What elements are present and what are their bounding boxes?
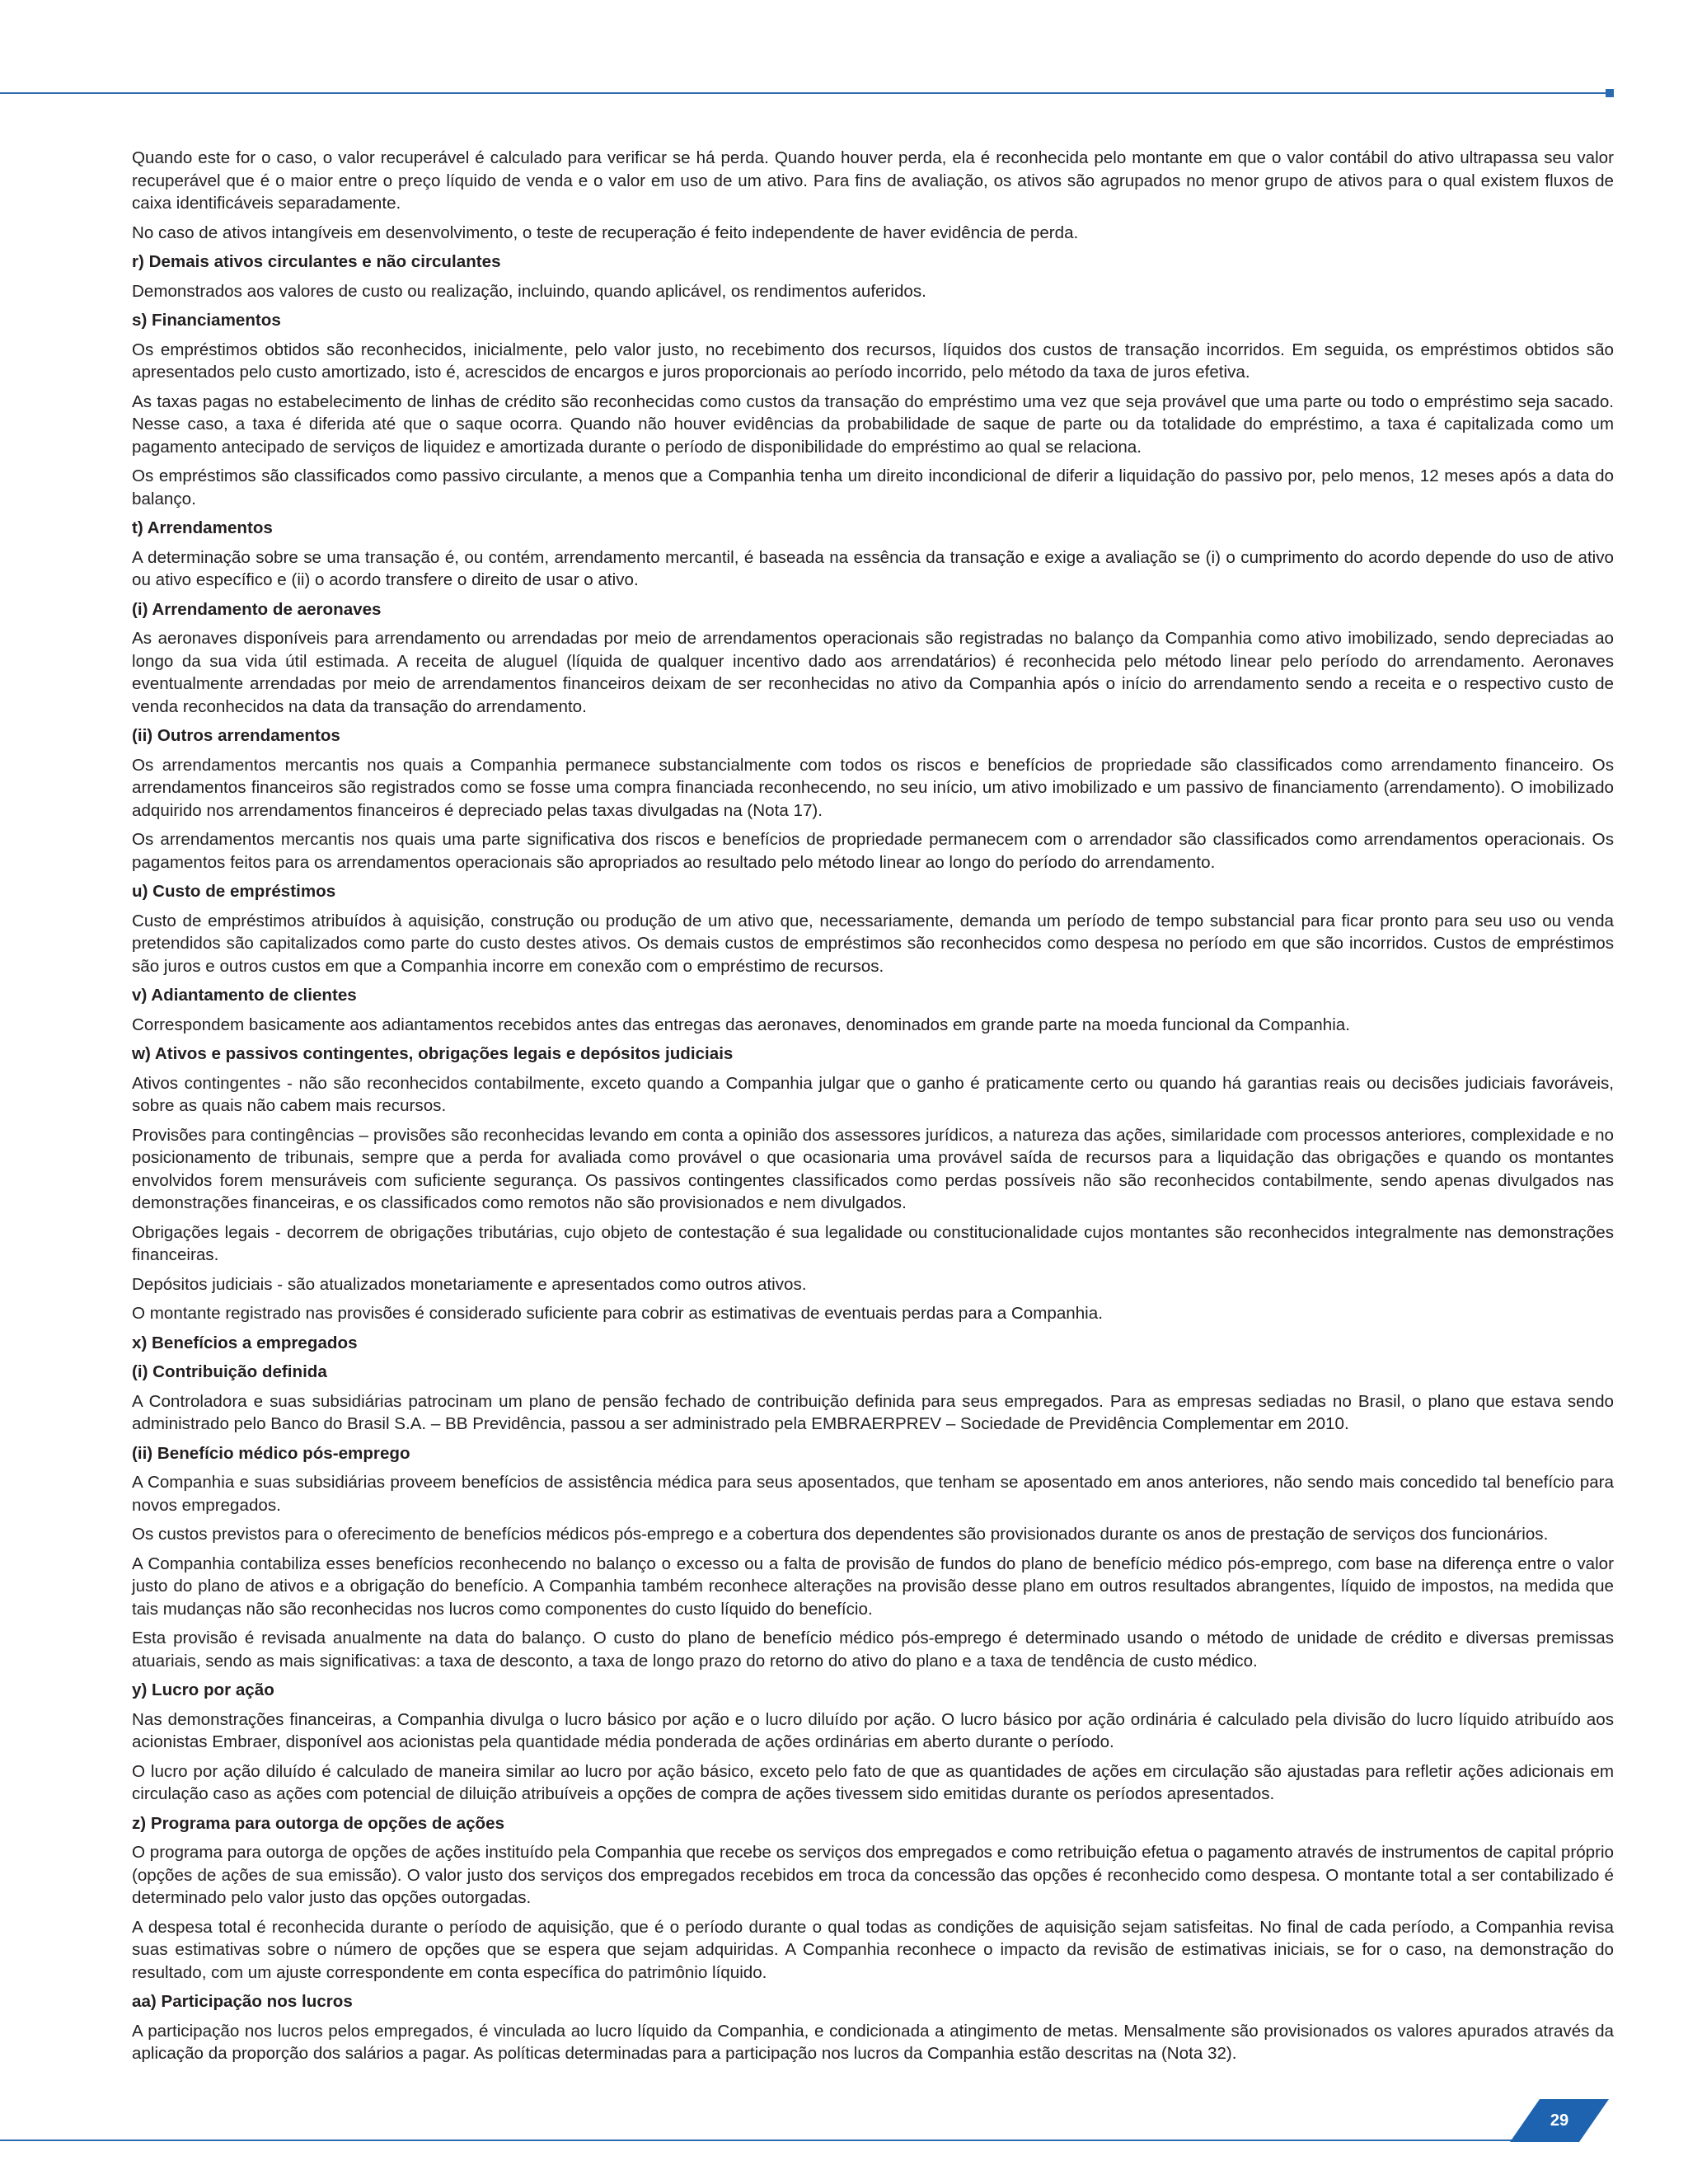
top-rule-end-marker <box>1606 89 1614 97</box>
section-heading: x) Benefícios a empregados <box>132 1333 358 1352</box>
section-heading: aa) Participação nos lucros <box>132 1992 353 2011</box>
body-paragraph: A Controladora e suas subsidiárias patrocinam um plano de pensão fechado de contribuição definida para seus empregados. Para as empresas sediadas no Brasil, o plano que estava sendo administrado pelo Banco do Brasil S.A. – BB Previdência, passou a ser administrado pela EMBRAERPREV – Sociedade de Previdência Complementar em 2010. <box>132 1391 1614 1433</box>
bottom-rule <box>0 2139 1566 2141</box>
section-heading: s) Financiamentos <box>132 311 281 330</box>
body-paragraph: A participação nos lucros pelos empregados, é vinculada ao lucro líquido da Companhia, e condicionada a atingimento de metas. Mensalmente são provisionados os valores apurados através da aplicação da proporção dos salários a pagar. As políticas determinadas para a participação nos lucros da Companhia estão descritas na (Nota 32). <box>132 2021 1614 2063</box>
body-paragraph: Os empréstimos obtidos são reconhecidos, inicialmente, pelo valor justo, no recebimento dos recursos, líquidos dos custos de transação incorridos. Em seguida, os empréstimos obtidos são apresentados pelo custo amortizado, isto é, acrescidos de encargos e juros proporcionais ao período incorrido, pelo método da taxa de juros efetiva. <box>132 340 1614 382</box>
section-heading: y) Lucro por ação <box>132 1680 274 1699</box>
body-paragraph: Os arrendamentos mercantis nos quais uma parte significativa dos riscos e benefícios de propriedade permanecem com o arrendador são classificados como arrendamentos operacionais. Os pagamentos feitos para os arrendamentos operacionais são apropriados ao resultado pelo método linear ao longo do período do arrendamento. <box>132 830 1614 872</box>
body-paragraph: Os custos previstos para o oferecimento de benefícios médicos pós-emprego e a cobertura dos dependentes são provisionados durante os anos de prestação de serviços dos funcionários. <box>132 1525 1549 1544</box>
body-paragraph: Correspondem basicamente aos adiantamentos recebidos antes das entregas das aeronaves, denominados em grande parte na moeda funcional da Companhia. <box>132 1015 1350 1034</box>
body-paragraph: Nas demonstrações financeiras, a Companhia divulga o lucro básico por ação e o lucro diluído por ação. O lucro básico por ação ordinária é calculado pela divisão do lucro líquido atribuído aos acionistas Embraer, disponível aos acionistas pela quantidade média ponderada de ações ordinárias em aberto durante o período. <box>132 1709 1614 1751</box>
section-heading: (ii) Benefício médico pós-emprego <box>132 1443 410 1463</box>
body-paragraph: Provisões para contingências – provisões são reconhecidas levando em conta a opinião dos assessores jurídicos, a natureza das ações, similaridade com processos anteriores, complexidade e no posicionamento de tribunais, sempre que a perda for avaliada como provável o que ocasionaria uma provável saída de recursos para a liquidação das obrigações e quando os montantes envolvidos forem mensuráveis com suficiente segurança. Os passivos contingentes classificados como perdas possíveis não são reconhecidos contabilmente, sendo apenas divulgados nas demonstrações financeiras, e os classificados como remotos não são provisionados e nem divulgados. <box>132 1125 1614 1212</box>
body-paragraph: Obrigações legais - decorrem de obrigações tributárias, cujo objeto de contestação é sua legalidade ou constitucionalidade cujos montantes são reconhecidos integralmente nas demonstrações financeiras. <box>132 1222 1614 1264</box>
body-paragraph: O lucro por ação diluído é calculado de maneira similar ao lucro por ação básico, exceto pelo fato de que as quantidades de ações em circulação são ajustadas para refletir ações adicionais em circulação caso as ações com potencial de diluição atribuíveis a opções de compra de ações tivessem sido emitidas durante os períodos apresentados. <box>132 1761 1614 1803</box>
body-paragraph: As aeronaves disponíveis para arrendamento ou arrendadas por meio de arrendamentos operacionais são registradas no balanço da Companhia como ativo imobilizado, sendo depreciadas ao longo da sua vida útil estimada. A receita de aluguel (líquida de qualquer incentivo dado aos arrendatários) é reconhecida pelo método linear pelo período do arrendamento. Aeronaves eventualmente arrendadas por meio de arrendamentos financeiros deixam de ser reconhecidas no ativo da Companhia após o início do arrendamento sendo a receita e o respectivo custo de venda reconhecidos na data da transação do arrendamento. <box>132 629 1614 716</box>
body-paragraph: Os arrendamentos mercantis nos quais a Companhia permanece substancialmente com todos os riscos e benefícios de propriedade são classificados como arrendamento financeiro. Os arrendamentos financeiros são registrados como se fosse uma compra financiada reconhecendo, no seu início, um ativo imobilizado e um passivo de financiamento (arrendamento). O imobilizado adquirido nos arrendamentos financeiros é depreciado pelas taxas divulgadas na (Nota 17). <box>132 755 1614 820</box>
body-paragraph: Custo de empréstimos atribuídos à aquisição, construção ou produção de um ativo que, necessariamente, demanda um período de tempo substancial para ficar pronto para seu uso ou venda pretendidos são capitalizados como parte do custo destes ativos. Os demais custos de empréstimos são reconhecidos como despesa no período em que são incorridos. Custos de empréstimos são juros e outros custos em que a Companhia incorre em conexão com o empréstimo de recursos. <box>132 911 1614 976</box>
section-heading: (i) Arrendamento de aeronaves <box>132 599 382 619</box>
section-heading: w) Ativos e passivos contingentes, obrigações legais e depósitos judiciais <box>132 1044 734 1063</box>
section-heading: t) Arrendamentos <box>132 518 273 537</box>
body-paragraph: Demonstrados aos valores de custo ou realização, incluindo, quando aplicável, os rendimentos auferidos. <box>132 281 926 301</box>
body-paragraph: No caso de ativos intangíveis em desenvolvimento, o teste de recuperação é feito independente de haver evidência de perda. <box>132 223 1079 242</box>
body-paragraph: A Companhia e suas subsidiárias proveem benefícios de assistência médica para seus aposentados, que tenham se aposentado em anos anteriores, não sendo mais concedido tal benefício para novos empregados. <box>132 1473 1614 1515</box>
page-number: 29 <box>1550 2111 1569 2130</box>
body-paragraph: O montante registrado nas provisões é considerado suficiente para cobrir as estimativas de eventuais perdas para a Companhia. <box>132 1304 1103 1323</box>
section-heading: v) Adiantamento de clientes <box>132 986 357 1005</box>
section-heading: r) Demais ativos circulantes e não circulantes <box>132 252 501 271</box>
body-paragraph: Ativos contingentes - não são reconhecidos contabilmente, exceto quando a Companhia julgar que o ganho é praticamente certo ou quando há garantias reais ou decisões judiciais favoráveis, sobre as quais não cabem mais recursos. <box>132 1073 1614 1115</box>
section-heading: (ii) Outros arrendamentos <box>132 726 340 745</box>
body-paragraph: A determinação sobre se uma transação é, ou contém, arrendamento mercantil, é baseada na essência da transação e exige a avaliação se (i) o cumprimento do acordo depende do uso de ativo ou ativo específico e (ii) o acordo transfere o direito de usar o ativo. <box>132 547 1614 589</box>
document-body <box>132 147 1614 2072</box>
section-heading: (i) Contribuição definida <box>132 1362 327 1381</box>
body-paragraph: Quando este for o caso, o valor recuperável é calculado para verificar se há perda. Quando houver perda, ela é reconhecida pelo montante em que o valor contábil do ativo ultrapassa seu valor recuperável que é o maior entre o preço líquido de venda e o valor em uso de um ativo. Para fins de avaliação, os ativos são agrupados no menor grupo de ativos para o qual existem fluxos de caixa identificáveis separadamente. <box>132 148 1614 213</box>
page-number-badge <box>1510 2099 1609 2142</box>
body-paragraph: Depósitos judiciais - são atualizados monetariamente e apresentados como outros ativos. <box>132 1274 807 1294</box>
body-paragraph: A despesa total é reconhecida durante o período de aquisição, que é o período durante o qual todas as condições de aquisição sejam satisfeitas. No final de cada período, a Companhia revisa suas estimativas sobre o número de opções que se espera que sejam adquiridas. A Companhia reconhece o impacto da revisão de estimativas iniciais, se for o caso, na demonstração do resultado, com um ajuste correspondente em conta específica do patrimônio líquido. <box>132 1917 1614 1982</box>
body-paragraph: A Companhia contabiliza esses benefícios reconhecendo no balanço o excesso ou a falta de provisão de fundos do plano de benefício médico pós-emprego, com base na diferença entre o valor justo do plano de ativos e a obrigação do benefício. A Companhia também reconhece alterações na provisão desse plano em outros resultados abrangentes, líquido de impostos, na medida que tais mudanças não são reconhecidas nos lucros como componentes do custo líquido do benefício. <box>132 1554 1614 1619</box>
section-heading: u) Custo de empréstimos <box>132 882 336 901</box>
body-paragraph: Os empréstimos são classificados como passivo circulante, a menos que a Companhia tenha um direito incondicional de diferir a liquidação do passivo por, pelo menos, 12 meses após a data do balanço. <box>132 466 1614 509</box>
section-heading: z) Programa para outorga de opções de ações <box>132 1813 505 1833</box>
body-paragraph: As taxas pagas no estabelecimento de linhas de crédito são reconhecidas como custos da transação do empréstimo uma vez que seja provável que uma parte ou todo o empréstimo seja sacado. Nesse caso, a taxa é diferida até que o saque ocorra. Quando não houver evidências da probabilidade de saque de parte ou da totalidade do empréstimo, a taxa é capitalizada como um pagamento antecipado de serviços de liquidez e amortizada durante o período de disponibilidade do empréstimo ao qual se relaciona. <box>132 391 1614 457</box>
body-paragraph: O programa para outorga de opções de ações instituído pela Companhia que recebe os serviços dos empregados e como retribuição efetua o pagamento através de instrumentos de capital próprio (opções de ações de sua emissão). O valor justo dos serviços dos empregados recebidos em troca da concessão das opções é reconhecido como despesa. O montante total a ser contabilizado é determinado pelo valor justo das opções outorgadas. <box>132 1843 1614 1907</box>
body-paragraph: Esta provisão é revisada anualmente na data do balanço. O custo do plano de benefício médico pós-emprego é determinado usando o método de unidade de crédito e diversas premissas atuariais, sendo as mais significativas: a taxa de desconto, a taxa de longo prazo do retorno do ativo do plano e a taxa de tendência de custo médico. <box>132 1629 1614 1671</box>
top-rule <box>0 92 1606 94</box>
